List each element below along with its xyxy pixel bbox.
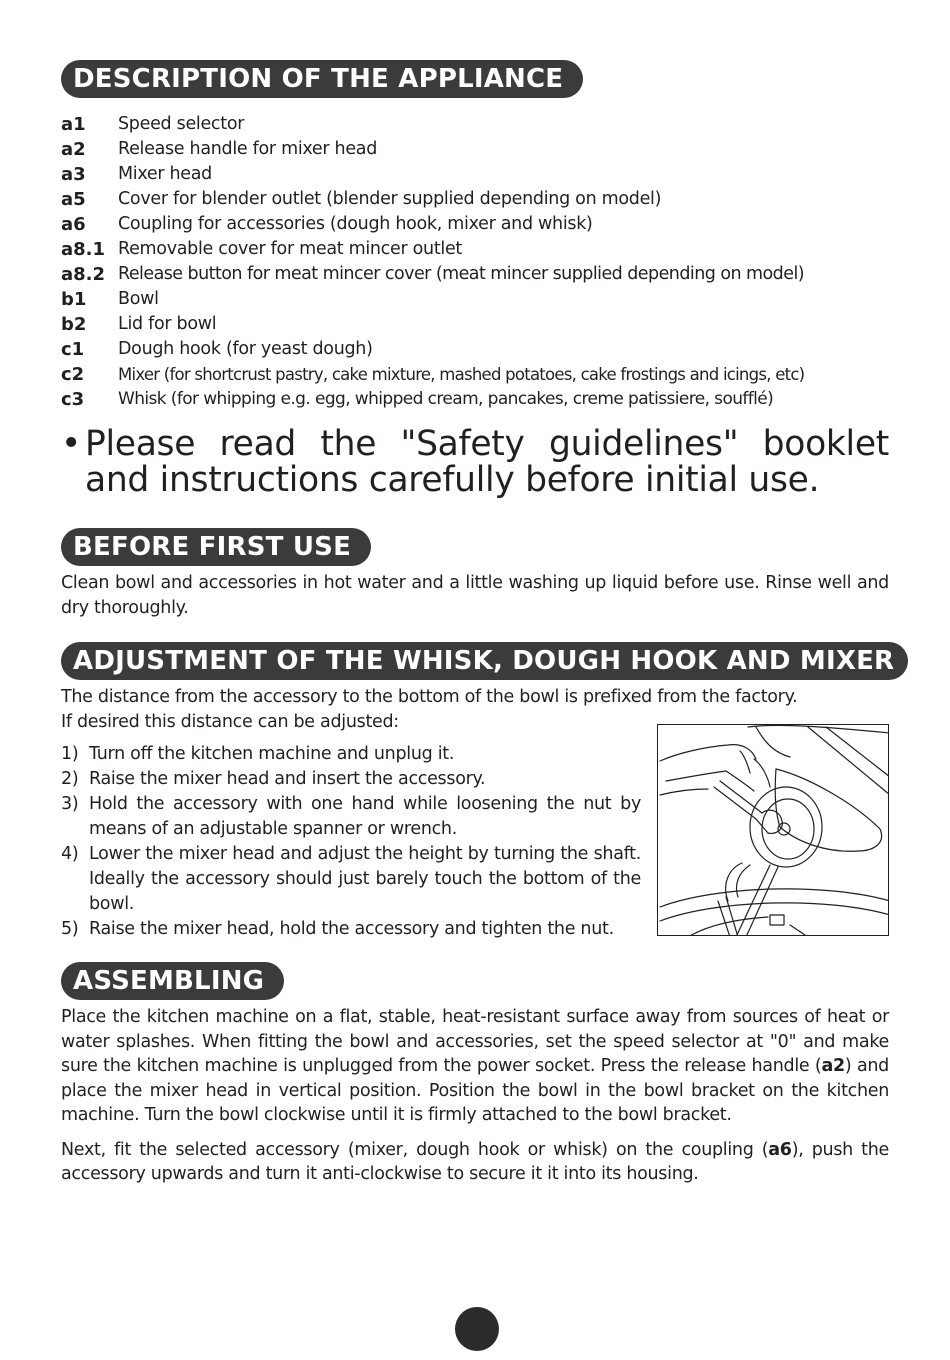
list-item [61, 387, 889, 412]
part-code: a2 [61, 139, 86, 160]
adjustment-intro: If desired this distance can be adjusted: [61, 711, 399, 732]
list-item [61, 917, 641, 942]
assembling-text: Place the kitchen machine on a flat, stable, heat-resistant surface away from sources of heat or water splashes. When fitting the bowl and accessories, set the speed selector at "0" and make sure the kitchen machine is unplugged from the power socket. Press the release handle ( [61, 1007, 889, 1076]
assembling-paragraph [61, 1005, 889, 1128]
list-item [61, 187, 889, 212]
step-text: Raise the mixer head, hold the accessory and tighten the nut. [89, 919, 614, 939]
part-description: Mixer head [118, 164, 212, 184]
before-first-use-section [61, 528, 889, 620]
part-description: Dough hook (for yeast dough) [118, 339, 373, 359]
adjustment-intro: The distance from the accessory to the bottom of the bowl is prefixed from the factory. [61, 687, 798, 707]
assembling-text: ), push the accessory upwards and turn it anti-clockwise to secure it it into its housing. [61, 1139, 889, 1184]
part-code: c3 [61, 389, 85, 410]
spanner-adjustment-illustration [658, 725, 889, 936]
manual-page [61, 60, 895, 1187]
part-code: a8.2 [61, 264, 106, 285]
list-item [61, 792, 641, 842]
list-item [61, 362, 889, 387]
before-first-use-heading: BEFORE FIRST USE [61, 528, 371, 566]
warning-text: Please read the "Safety guidelines" booklet and instructions carefully before initial use. [85, 424, 889, 500]
step-text: Raise the mixer head and insert the accessory. [89, 769, 486, 789]
step-number: 5) [61, 919, 79, 939]
part-description: Release button for meat mincer cover (meat mincer supplied depending on model) [118, 264, 805, 284]
part-description: Speed selector [118, 114, 245, 134]
page-number-badge [455, 1307, 499, 1351]
list-item [61, 212, 889, 237]
assembling-text: Next, fit the selected accessory (mixer, dough hook or whisk) on the coupling ( [61, 1139, 769, 1160]
list-item [61, 287, 889, 312]
part-description: Removable cover for meat mincer outlet [118, 239, 462, 259]
adjustment-steps [61, 742, 641, 942]
step-text: Turn off the kitchen machine and unplug it. [89, 744, 455, 764]
list-item [61, 237, 889, 262]
step-number: 4) [61, 844, 79, 864]
list-item [61, 742, 641, 767]
part-description: Lid for bowl [118, 314, 217, 334]
part-description: Coupling for accessories (dough hook, mixer and whisk) [118, 214, 593, 234]
list-item [61, 337, 889, 362]
part-description: Release handle for mixer head [118, 139, 378, 159]
part-reference: a6 [768, 1139, 792, 1160]
part-reference: a2 [821, 1056, 845, 1076]
step-number: 2) [61, 769, 79, 789]
list-item [61, 767, 641, 792]
step-text: Hold the accessory with one hand while loosening the nut by means of an adjustable spanner or wrench. [89, 794, 641, 839]
before-first-use-text: Clean bowl and accessories in hot water and a little washing up liquid before use. Rinse well and dry thoroughly. [61, 573, 889, 618]
part-code: a8.1 [61, 239, 106, 260]
part-code: a3 [61, 164, 86, 185]
assembling-paragraph [61, 1138, 889, 1187]
part-description: Cover for blender outlet (blender supplied depending on model) [118, 189, 662, 209]
assembling-section [61, 962, 889, 1187]
part-code: a6 [61, 214, 86, 235]
part-code: b2 [61, 314, 87, 335]
adjustment-section [61, 642, 895, 942]
step-number: 3) [61, 794, 79, 814]
list-item [61, 842, 641, 917]
part-code: a5 [61, 189, 86, 210]
description-heading: DESCRIPTION OF THE APPLIANCE [61, 60, 583, 98]
part-description: Bowl [118, 289, 159, 309]
list-item [61, 162, 889, 187]
part-code: b1 [61, 289, 87, 310]
part-code: c2 [61, 364, 85, 385]
part-description: Mixer (for shortcrust pastry, cake mixture, mashed potatoes, cake frostings and icings, etc) [118, 365, 805, 384]
list-item [61, 312, 889, 337]
list-item [61, 112, 889, 137]
assembling-text: ) and place the mixer head in vertical position. Position the bowl in the bowl bracket on the kitchen machine. Turn the bowl clockwise until it is firmly attached to the bowl bracket. [61, 1056, 889, 1125]
parts-list [61, 112, 889, 412]
adjustment-illustration [657, 724, 889, 936]
assembling-heading: ASSEMBLING [61, 962, 284, 1000]
step-text: Lower the mixer head and adjust the height by turning the shaft. Ideally the accessory should just barely touch the bottom of the bowl. [89, 844, 641, 914]
part-description: Whisk (for whipping e.g. egg, whipped cream, pancakes, creme patissiere, soufflé) [118, 389, 774, 409]
safety-warning [61, 426, 889, 498]
adjustment-heading: ADJUSTMENT OF THE WHISK, DOUGH HOOK AND MIXER [61, 642, 908, 680]
list-item [61, 262, 889, 287]
part-code: c1 [61, 339, 85, 360]
step-number: 1) [61, 744, 79, 764]
list-item [61, 137, 889, 162]
bullet: • [61, 424, 82, 464]
part-code: a1 [61, 114, 86, 135]
